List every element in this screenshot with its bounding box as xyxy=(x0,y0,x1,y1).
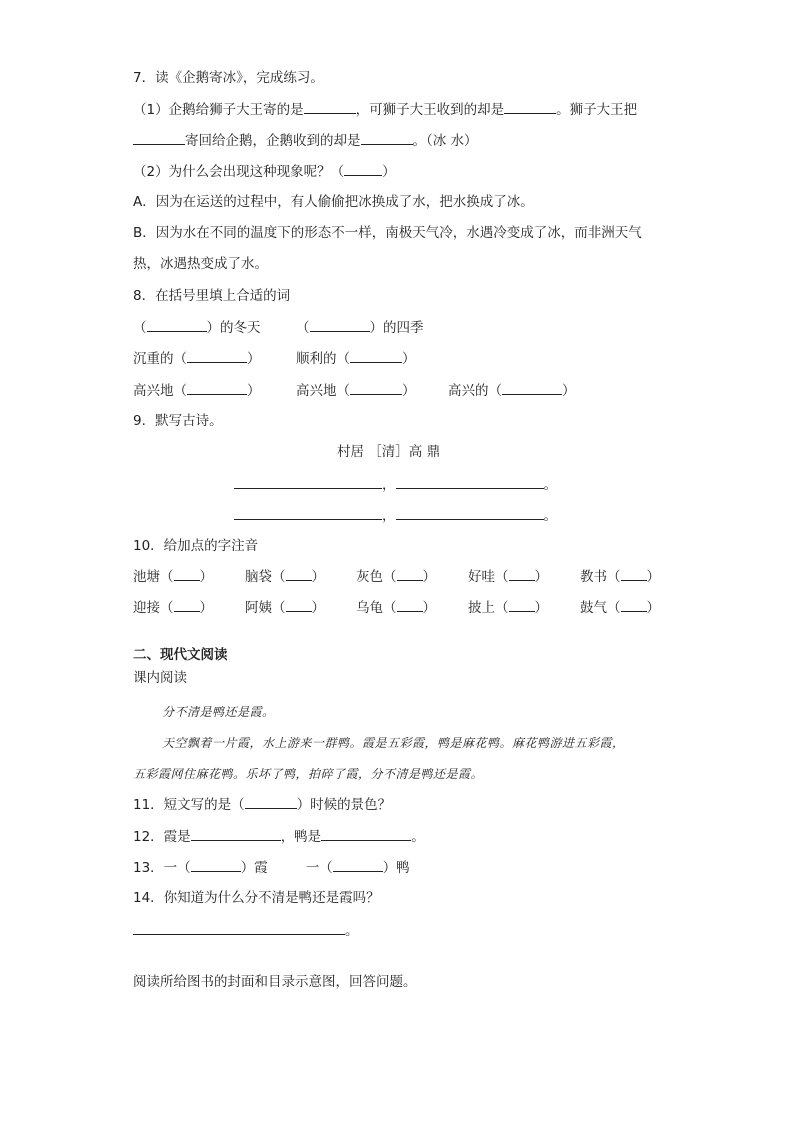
pinyin-word: 阿姨（ xyxy=(245,600,286,616)
period: 。 xyxy=(345,923,359,939)
q7-option-a: A．因为在运送的过程中，有人偷偷把冰换成了水，把水换成了冰。 xyxy=(133,194,534,210)
answer-blank[interactable] xyxy=(245,794,297,809)
pinyin-word: 披上（ xyxy=(468,600,509,616)
pinyin-word: 鼓气（ xyxy=(580,600,621,616)
q12 xyxy=(133,826,425,847)
answer-blank[interactable] xyxy=(333,857,383,872)
answer-blank[interactable] xyxy=(174,566,200,581)
q7-p1-b: ，可狮子大王收到的却是 xyxy=(355,102,505,118)
q8-item-post: ） xyxy=(247,383,261,399)
q7-title: 7．读《企鹅寄冰》，完成练习。 xyxy=(133,70,324,86)
pinyin-word: 乌龟（ xyxy=(356,600,397,616)
poem-line xyxy=(234,475,557,495)
q8-item-post: ） xyxy=(562,383,576,399)
poem-blank[interactable] xyxy=(234,506,382,520)
bracket: ） xyxy=(422,600,436,616)
q7-p2-end: ） xyxy=(382,164,396,180)
pinyin-item xyxy=(245,566,325,587)
q14-title: 14．你知道为什么分不清是鸭还是霞吗？ xyxy=(133,890,380,906)
answer-blank[interactable] xyxy=(304,99,356,114)
poem-line xyxy=(234,506,557,526)
answer-blank[interactable] xyxy=(191,857,241,872)
q7-option-b-line2: 热，冰遇热变成了水。 xyxy=(133,256,268,272)
answer-blank[interactable] xyxy=(133,920,345,935)
answer-blank[interactable] xyxy=(350,348,402,363)
q8-title: 8．在括号里填上合适的词 xyxy=(133,288,291,304)
q8-item-post: ）的四季 xyxy=(369,320,424,336)
answer-blank[interactable] xyxy=(502,380,562,395)
pinyin-word: 池塘（ xyxy=(133,569,174,585)
passage-line: 天空飘着一片霞，水上游来一群鸭。霞是五彩霞，鸭是麻花鸭。麻花鸭游进五彩霞， xyxy=(162,736,625,750)
reading-prompt: 阅读所给图书的封面和目录示意图，回答问题。 xyxy=(133,974,417,990)
period: 。 xyxy=(543,477,557,493)
q7-part2 xyxy=(133,161,396,182)
q8-item-pre: 高兴地（ xyxy=(296,383,350,399)
q7-p1-a: （1）企鹅给狮子大王寄的是 xyxy=(133,102,304,118)
q7-p1-c: 。狮子大王把 xyxy=(556,102,638,118)
pinyin-word: 迎接（ xyxy=(133,600,174,616)
answer-blank[interactable] xyxy=(147,317,207,332)
section-heading: 二、现代文阅读 xyxy=(133,647,228,663)
q7-p2: （2）为什么会出现这种现象呢？（ xyxy=(133,164,345,180)
q8-item-post: ） xyxy=(402,383,416,399)
q8-item-post: ）的冬天 xyxy=(206,320,261,336)
answer-blank[interactable] xyxy=(621,566,647,581)
passage-title: 分不清是鸭还是霞。 xyxy=(162,705,275,719)
q13-d: ）鸭 xyxy=(382,860,410,876)
q13-b: ）霞 xyxy=(240,860,268,876)
answer-blank[interactable] xyxy=(310,317,370,332)
q13 xyxy=(133,857,410,878)
q8-item xyxy=(296,317,424,338)
q12-c: 。 xyxy=(411,829,425,845)
q8-item xyxy=(133,380,261,401)
answer-blank[interactable] xyxy=(509,566,535,581)
answer-blank[interactable] xyxy=(191,826,281,841)
bracket: ） xyxy=(199,569,213,585)
answer-blank[interactable] xyxy=(504,99,556,114)
pinyin-word: 灰色（ xyxy=(356,569,397,585)
answer-blank[interactable] xyxy=(286,566,312,581)
q13-a: 13．一（ xyxy=(133,860,191,876)
q8-item-pre: （ xyxy=(133,320,147,336)
q8-item-pre: 高兴地（ xyxy=(133,383,187,399)
q7-p1-e: 。（冰 水） xyxy=(412,133,478,149)
q7-p1-d: 寄回给企鹅，企鹅收到的却是 xyxy=(185,133,361,149)
comma: ， xyxy=(382,508,396,524)
answer-blank[interactable] xyxy=(509,597,535,612)
q8-item xyxy=(296,380,416,401)
pinyin-item xyxy=(133,566,213,587)
q11-post: ）时候的景色？ xyxy=(296,797,392,813)
passage-line: 五彩霞网住麻花鸭。乐坏了鸭，拍碎了霞，分不清是鸭还是霞。 xyxy=(133,767,484,781)
q11-pre: 11．短文写的是（ xyxy=(133,797,245,813)
poem-blank[interactable] xyxy=(234,475,382,489)
pinyin-item xyxy=(356,597,436,618)
bracket: ） xyxy=(311,569,325,585)
q9-title: 9．默写古诗。 xyxy=(133,413,223,429)
answer-blank[interactable] xyxy=(187,380,247,395)
answer-blank[interactable] xyxy=(321,826,411,841)
pinyin-item xyxy=(468,566,548,587)
q8-item-pre: （ xyxy=(296,320,310,336)
bracket: ） xyxy=(311,600,325,616)
bracket: ） xyxy=(199,600,213,616)
bracket: ） xyxy=(646,569,660,585)
q8-item-post: ） xyxy=(247,351,261,367)
answer-blank[interactable] xyxy=(397,566,423,581)
q7-part1-line1 xyxy=(133,99,637,120)
q10-title: 10．给加点的字注音 xyxy=(133,538,259,554)
q14-answer xyxy=(133,920,359,941)
pinyin-word: 教书（ xyxy=(580,569,621,585)
q8-item-pre: 沉重的（ xyxy=(133,351,187,367)
q7-option-b-line1: B．因为水在不同的温度下的形态不一样，南极天气冷，水遇冷变成了冰，而非洲天气 xyxy=(133,225,642,241)
poem-blank[interactable] xyxy=(396,475,544,489)
pinyin-item xyxy=(580,597,660,618)
answer-blank[interactable] xyxy=(350,380,402,395)
bracket: ） xyxy=(646,600,660,616)
q12-b: ，鸭是 xyxy=(280,829,322,845)
pinyin-word: 脑袋（ xyxy=(245,569,286,585)
answer-blank[interactable] xyxy=(133,130,185,145)
q8-item-pre: 顺利的（ xyxy=(296,351,350,367)
comma: ， xyxy=(382,477,396,493)
bracket: ） xyxy=(534,600,548,616)
q12-a: 12．霞是 xyxy=(133,829,191,845)
bracket: ） xyxy=(534,569,548,585)
pinyin-word: 好哇（ xyxy=(468,569,509,585)
pinyin-item xyxy=(245,597,325,618)
pinyin-item xyxy=(133,597,213,618)
answer-blank[interactable] xyxy=(344,161,382,176)
pinyin-item xyxy=(580,566,660,587)
answer-blank[interactable] xyxy=(286,597,312,612)
poem-blank[interactable] xyxy=(396,506,544,520)
pinyin-item xyxy=(468,597,548,618)
q8-item-pre: 高兴的（ xyxy=(448,383,502,399)
q8-item-post: ） xyxy=(402,351,416,367)
answer-blank[interactable] xyxy=(174,597,200,612)
answer-blank[interactable] xyxy=(361,130,413,145)
q13-c: 一（ xyxy=(305,860,333,876)
section-subheading: 课内阅读 xyxy=(133,670,187,686)
bracket: ） xyxy=(422,569,436,585)
answer-blank[interactable] xyxy=(621,597,647,612)
poem-title: 村居 ［清］高 鼎 xyxy=(337,444,441,460)
q8-item xyxy=(296,348,416,369)
pinyin-item xyxy=(356,566,436,587)
answer-blank[interactable] xyxy=(187,348,247,363)
period: 。 xyxy=(543,508,557,524)
q8-item xyxy=(133,317,261,338)
answer-blank[interactable] xyxy=(397,597,423,612)
q8-item xyxy=(133,348,261,369)
q7-part1-line2 xyxy=(133,130,478,151)
q8-item xyxy=(448,380,576,401)
q11 xyxy=(133,794,391,815)
